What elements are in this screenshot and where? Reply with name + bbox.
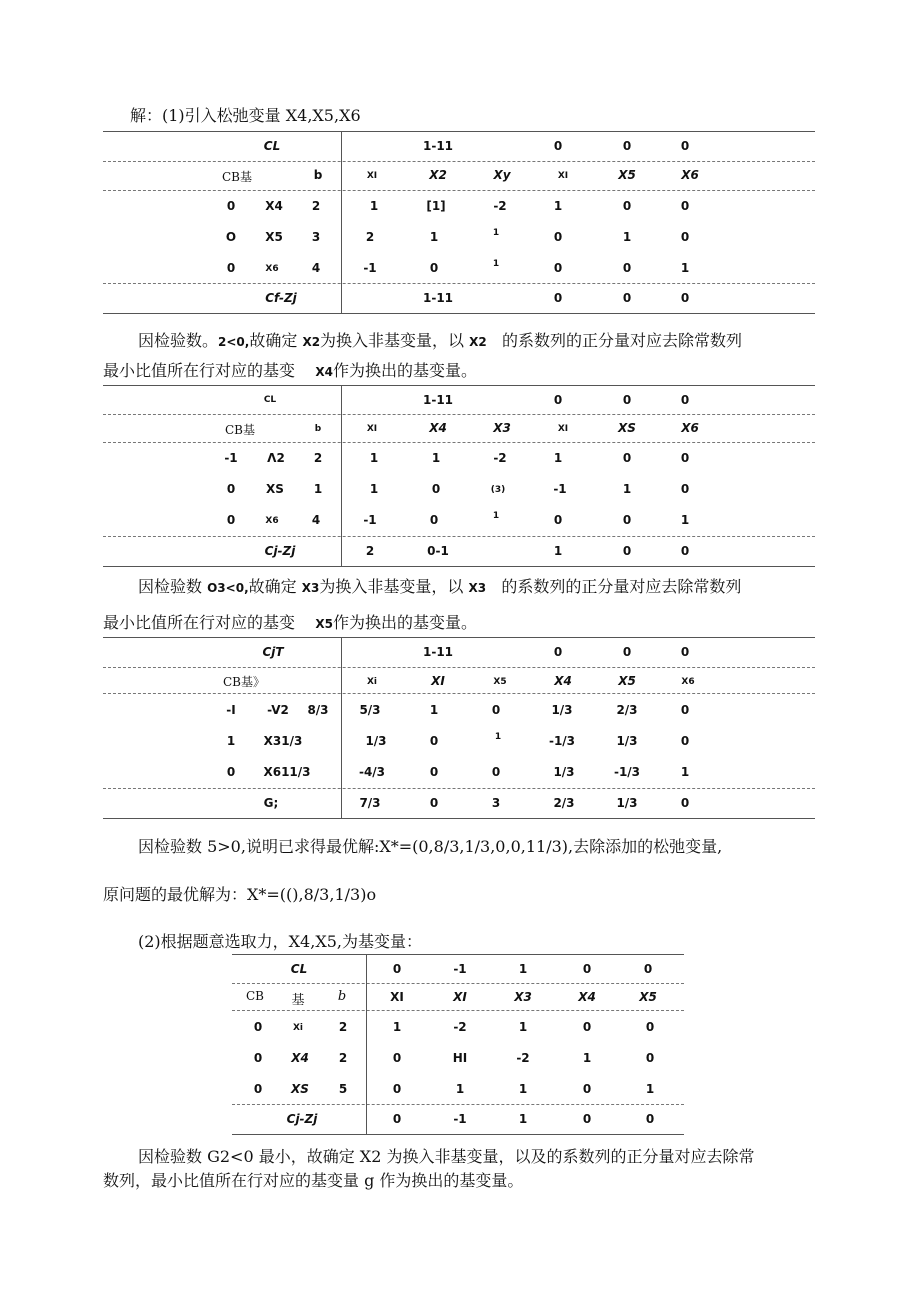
explanation-paragraph: 最小比值所在行对应的基变 X5作为换出的基变量。	[103, 613, 477, 632]
cj-value: 0	[622, 139, 632, 153]
intro-text: 解：(1)引入松弛变量 X4,X5,X6	[130, 106, 361, 125]
column-header: X3	[493, 421, 511, 435]
column-header: XS	[618, 421, 636, 435]
cj-value: 0	[680, 645, 690, 659]
row-basis: XS	[291, 1082, 309, 1096]
column-header: X6	[681, 421, 699, 435]
cb-label: CB基	[224, 423, 256, 437]
footer-value: 0	[622, 544, 632, 558]
table-rule	[103, 693, 815, 694]
row-cb: 0	[226, 513, 236, 527]
table-cell: 0	[680, 451, 690, 465]
table-cell: 1/3	[553, 765, 575, 779]
b-label: b	[313, 168, 323, 182]
footer-value: 1-11	[422, 291, 454, 305]
pivot-cell: [1]	[426, 199, 446, 213]
row-basis: -V2	[267, 703, 289, 717]
column-header: XI	[366, 171, 378, 181]
footer-value: 0-1	[427, 544, 449, 558]
table-cell: 0	[582, 1082, 592, 1096]
table-cell: 1	[492, 228, 500, 238]
table-cell: 5/3	[359, 703, 381, 717]
column-header: X4	[578, 990, 596, 1004]
table-cell: 0	[429, 261, 439, 275]
table-rule	[103, 385, 815, 386]
table-cell: 1	[369, 451, 379, 465]
column-header: XI	[431, 674, 445, 688]
cj-value: 0	[622, 393, 632, 407]
footer-value: 0	[645, 1112, 655, 1126]
table-rule	[103, 283, 815, 284]
cb-label: CB	[246, 989, 264, 1003]
table-cell: 1/3	[365, 734, 387, 748]
row-cb: 0	[226, 482, 236, 496]
table-cell: 1	[553, 451, 563, 465]
table-cell: -4/3	[358, 765, 386, 779]
table-rule	[232, 954, 684, 955]
table-cell: 0	[622, 513, 632, 527]
footer-value: 2	[365, 544, 375, 558]
table-rule	[103, 442, 815, 443]
footer-value: 3	[491, 796, 501, 810]
column-header: Xy	[493, 168, 511, 182]
cj-value: 0	[622, 645, 632, 659]
table-cell: -1	[553, 482, 567, 496]
row-basis: X4	[291, 1051, 309, 1065]
footer-value: 1	[553, 544, 563, 558]
table-cell: 0	[680, 703, 690, 717]
table-cell: 1	[429, 230, 439, 244]
table-rule	[103, 161, 815, 162]
column-header: X5	[639, 990, 657, 1004]
row-basis: Xi	[292, 1023, 304, 1033]
table-cell: 0	[680, 230, 690, 244]
cb-label: CB基》	[222, 675, 266, 689]
table-cell: 1	[494, 732, 502, 742]
table-cell: 1	[645, 1082, 655, 1096]
table-cell: 1	[680, 513, 690, 527]
row-b: 2	[313, 451, 323, 465]
table-cell: 1	[518, 1082, 528, 1096]
explanation-paragraph: 数列，最小比值所在行对应的基变量 g 作为换出的基变量。	[103, 1171, 524, 1190]
header-cl: CL	[263, 139, 281, 153]
cj-value: 1	[518, 962, 528, 976]
row-b: 4	[311, 513, 321, 527]
table-cell: 1	[622, 482, 632, 496]
table-cell: 1/3	[551, 703, 573, 717]
column-header: XI	[366, 424, 378, 434]
table-rule	[103, 131, 815, 132]
footer-value: 0	[582, 1112, 592, 1126]
table-cell: 1	[429, 703, 439, 717]
column-header: X3	[514, 990, 532, 1004]
column-header: X2	[429, 168, 447, 182]
table-cell: -2	[516, 1051, 530, 1065]
table-cell: 1	[492, 259, 500, 269]
cb-label: CB基	[221, 170, 253, 184]
row-b: 5	[338, 1082, 348, 1096]
table-cell: -1/3	[613, 765, 641, 779]
table-cell: 0	[429, 765, 439, 779]
footer-value: 0	[680, 544, 690, 558]
table-cell: 0	[622, 261, 632, 275]
column-header: X4	[429, 421, 447, 435]
table-divider	[341, 637, 342, 818]
footer-value: 2/3	[553, 796, 575, 810]
row-b: 1	[313, 482, 323, 496]
footer-value: 7/3	[359, 796, 381, 810]
table-cell: -2	[453, 1020, 467, 1034]
row-cb: -I	[226, 703, 236, 717]
table-rule	[103, 667, 815, 668]
explanation-paragraph: (2)根据题意选取力，X4,X5,为基变量：	[138, 932, 422, 951]
explanation-paragraph: 因检验数。2<0,故确定 X2为换入非基变量，以 X2 的系数列的正分量对应去除常数列	[138, 331, 743, 350]
pivot-cell: (3)	[490, 485, 506, 495]
table-cell: 1	[455, 1082, 465, 1096]
row-b: 4	[311, 261, 321, 275]
row-basis: X6	[265, 264, 279, 274]
table-cell: 0	[645, 1020, 655, 1034]
table-cell: 0	[431, 482, 441, 496]
table-cell: 1	[518, 1020, 528, 1034]
explanation-paragraph: 因检验数 5>0,说明已求得最优解:X*=(0,8/3,1/3,0,0,11/3),去除添加的松弛变量,	[138, 837, 723, 856]
cj-value: 0	[643, 962, 653, 976]
cj-value: 0	[553, 393, 563, 407]
row-basis: X5	[265, 230, 283, 244]
table-cell: 0	[491, 703, 501, 717]
table-divider	[341, 385, 342, 566]
table-cell: 0	[392, 1082, 402, 1096]
cj-value: 1-11	[422, 393, 454, 407]
header-cl: CL	[290, 962, 308, 976]
table-rule	[103, 566, 815, 567]
table-cell: 2	[365, 230, 375, 244]
table-cell: 1	[369, 482, 379, 496]
row-cb: 0	[226, 765, 236, 779]
column-header: X5	[618, 674, 636, 688]
footer-value: -1	[453, 1112, 467, 1126]
row-basis: X31/3	[263, 734, 303, 748]
cj-value: 0	[680, 393, 690, 407]
table-cell: 1	[492, 511, 500, 521]
table-cell: 0	[680, 734, 690, 748]
cj-value: 0	[680, 139, 690, 153]
table-rule	[232, 1104, 684, 1105]
row-b: 2	[311, 199, 321, 213]
table-cell: 1	[369, 199, 379, 213]
table-rule	[103, 190, 815, 191]
table-divider	[341, 131, 342, 313]
footer-label: Cf-Zj	[265, 291, 297, 305]
footer-value: 0	[429, 796, 439, 810]
row-basis: X4	[265, 199, 283, 213]
row-b: 2	[338, 1020, 348, 1034]
table-rule	[232, 1010, 684, 1011]
footer-value: 0	[680, 291, 690, 305]
basis-label: 基	[291, 993, 305, 1008]
table-rule	[103, 414, 815, 415]
table-cell: 1	[553, 199, 563, 213]
table-cell: 0	[645, 1051, 655, 1065]
table-rule	[103, 313, 815, 314]
column-header: XI	[557, 424, 569, 434]
row-b: 3	[311, 230, 321, 244]
cj-value: 0	[582, 962, 592, 976]
footer-value: 1	[518, 1112, 528, 1126]
row-cb: 1	[226, 734, 236, 748]
row-cb: 0	[253, 1051, 263, 1065]
table-rule	[103, 536, 815, 537]
table-cell: -2	[493, 199, 507, 213]
cj-value: 0	[392, 962, 402, 976]
row-cb: 0	[253, 1020, 263, 1034]
table-cell: 1	[680, 261, 690, 275]
row-basis: X611/3	[263, 765, 311, 779]
table-cell: 1	[431, 451, 441, 465]
cj-value: 1-11	[422, 139, 454, 153]
column-header: XI	[557, 171, 569, 181]
table-cell: 1	[392, 1020, 402, 1034]
table-cell: 0	[622, 451, 632, 465]
table-cell: 0	[680, 482, 690, 496]
table-cell: 0	[622, 199, 632, 213]
footer-label: Cj-Zj	[264, 544, 296, 558]
cj-value: 0	[553, 139, 563, 153]
row-basis: Λ2	[267, 451, 285, 465]
table-cell: 1	[582, 1051, 592, 1065]
header-cl: CjT	[262, 645, 284, 659]
footer-value: 0	[553, 291, 563, 305]
table-cell: 0	[553, 513, 563, 527]
footer-value: 0	[680, 796, 690, 810]
explanation-paragraph: 原问题的最优解为：X*=((),8/3,1/3)o	[103, 885, 377, 904]
table-cell: 0	[680, 199, 690, 213]
explanation-paragraph: 最小比值所在行对应的基变 X4作为换出的基变量。	[103, 361, 477, 380]
table-cell: 0	[392, 1051, 402, 1065]
b-label: b	[337, 989, 347, 1004]
explanation-paragraph: 因检验数 O3<0,故确定 X3为换入非基变量，以 X3 的系数列的正分量对应去除常数列	[138, 577, 742, 596]
footer-value: 0	[622, 291, 632, 305]
row-b: 2	[338, 1051, 348, 1065]
table-cell: 2/3	[616, 703, 638, 717]
row-cb: 0	[253, 1082, 263, 1096]
table-rule	[232, 1134, 684, 1135]
table-cell: -1/3	[548, 734, 576, 748]
cj-value: -1	[453, 962, 467, 976]
table-cell: 1/3	[616, 734, 638, 748]
row-cb: O	[225, 230, 237, 244]
column-header: Xi	[366, 677, 378, 687]
column-header: X6	[681, 168, 699, 182]
table-cell: -1	[363, 261, 377, 275]
row-cb: -1	[224, 451, 238, 465]
table-cell: 0	[491, 765, 501, 779]
table-rule	[103, 637, 815, 638]
table-divider	[366, 954, 367, 1134]
b-label: b	[314, 424, 322, 434]
row-cb: 0	[226, 261, 236, 275]
header-cl: CL	[263, 395, 277, 405]
column-header: X6	[681, 677, 695, 687]
row-basis: XS	[266, 482, 284, 496]
column-header: X5	[493, 677, 507, 687]
table-cell: -2	[493, 451, 507, 465]
row-b: 8/3	[307, 703, 329, 717]
table-cell: 0	[429, 513, 439, 527]
column-header: X4	[554, 674, 572, 688]
column-header: XI	[453, 990, 467, 1004]
row-cb: 0	[226, 199, 236, 213]
table-cell: -1	[363, 513, 377, 527]
table-cell: 1	[622, 230, 632, 244]
table-cell: 0	[553, 261, 563, 275]
cj-value: 0	[553, 645, 563, 659]
footer-value: 0	[392, 1112, 402, 1126]
table-cell: HI	[452, 1051, 468, 1065]
footer-value: 1/3	[616, 796, 638, 810]
table-cell: 1	[680, 765, 690, 779]
table-rule	[103, 788, 815, 789]
table-rule	[232, 983, 684, 984]
cj-value: 1-11	[422, 645, 454, 659]
footer-label: Cj-Zj	[286, 1112, 318, 1126]
column-header: XI	[390, 990, 404, 1004]
footer-label: G;	[263, 796, 279, 810]
column-header: X5	[618, 168, 636, 182]
explanation-paragraph: 因检验数 G2<0 最小，故确定 X2 为换入非基变量，以及的系数列的正分量对应去除常	[138, 1147, 755, 1166]
row-basis: X6	[265, 516, 279, 526]
table-cell: 0	[429, 734, 439, 748]
table-rule	[103, 818, 815, 819]
table-cell: 0	[553, 230, 563, 244]
table-cell: 0	[582, 1020, 592, 1034]
